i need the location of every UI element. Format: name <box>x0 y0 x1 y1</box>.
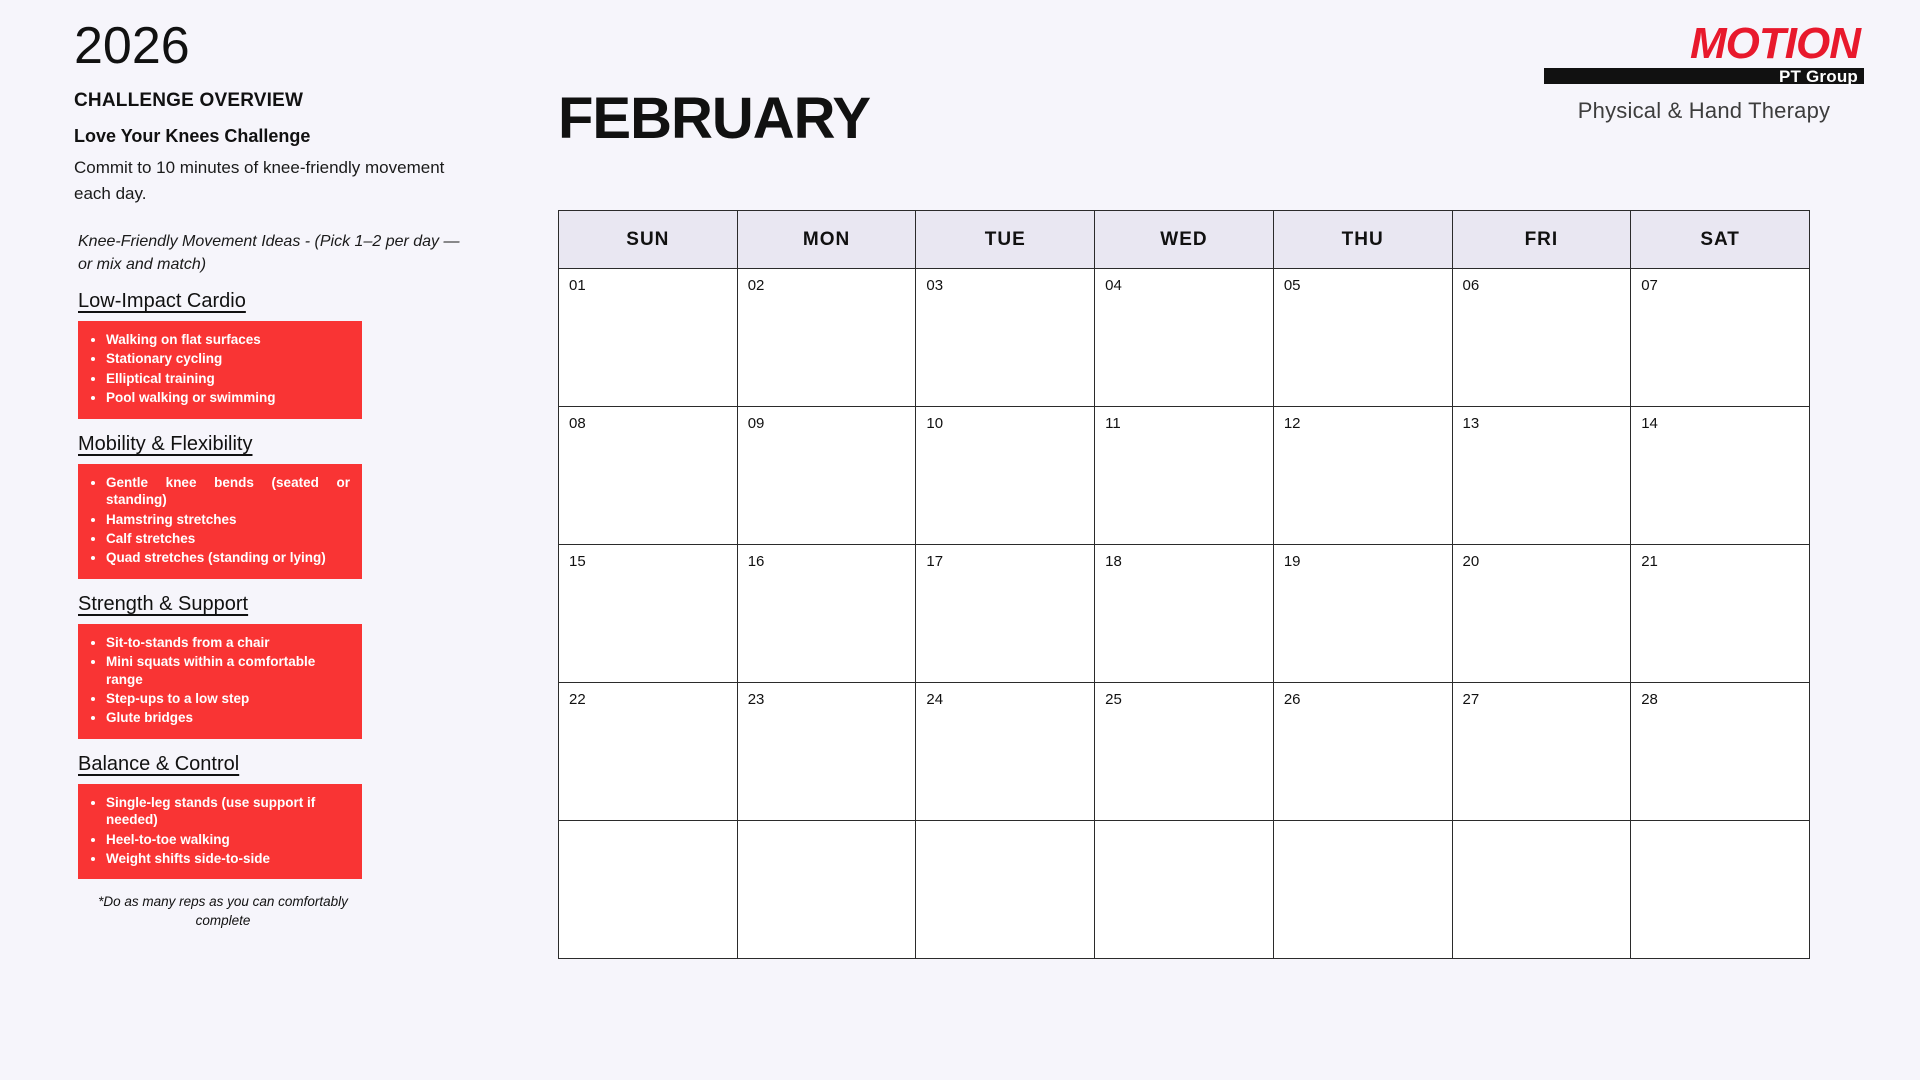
calendar-day-cell[interactable] <box>1095 545 1274 683</box>
calendar-week-row <box>559 545 1810 683</box>
weekday-header-tue: TUE <box>916 211 1095 269</box>
day-number: 12 <box>1283 415 1301 432</box>
day-number: 22 <box>569 691 586 708</box>
challenge-name: Love Your Knees Challenge <box>74 126 311 146</box>
category-balance-control <box>74 753 494 880</box>
day-number: 04 <box>1105 277 1122 294</box>
day-number: 05 <box>1283 277 1301 294</box>
day-number: 23 <box>747 691 765 708</box>
category-heading: Strength & Support <box>78 592 249 615</box>
list-item: • Gentle knee bends (seated or standing) <box>106 474 350 509</box>
day-number: 11 <box>1105 415 1121 432</box>
calendar-day-cell[interactable] <box>1631 683 1810 821</box>
year-label: 2026 <box>74 17 190 75</box>
day-number: 18 <box>1105 553 1122 570</box>
day-number: 19 <box>1283 553 1301 570</box>
category-items-box <box>78 624 362 739</box>
logo-brand-text: MOTION <box>1690 19 1860 68</box>
calendar-week-row <box>559 821 1810 959</box>
calendar-day-cell[interactable] <box>737 683 916 821</box>
list-item: • Single-leg stands (use support if needed) <box>106 794 350 829</box>
calendar-day-cell[interactable] <box>1631 269 1810 407</box>
list-item: • Elliptical training <box>106 370 350 387</box>
calendar-day-cell[interactable] <box>559 269 738 407</box>
calendar-day-cell[interactable] <box>559 821 738 959</box>
day-number: 14 <box>1641 415 1658 432</box>
day-number: 06 <box>1462 277 1480 294</box>
challenge-overview-panel <box>74 17 494 930</box>
calendar-week-row <box>559 407 1810 545</box>
day-number: 24 <box>926 691 944 708</box>
list-item: • Sit-to-stands from a chair <box>106 634 350 651</box>
list-item: • Stationary cycling <box>106 350 350 367</box>
list-item: • Step-ups to a low step <box>106 690 350 707</box>
list-item: • Heel-to-toe walking <box>106 831 350 848</box>
list-item: • Weight shifts side-to-side <box>106 850 350 867</box>
day-number: 13 <box>1462 415 1480 432</box>
logo-sub-text: PT Group <box>1778 66 1858 86</box>
list-item: • Pool walking or swimming <box>106 389 350 406</box>
list-item: • Mini squats within a comfortable range <box>106 653 350 688</box>
weekday-header-fri: FRI <box>1452 211 1631 269</box>
calendar-day-cell[interactable] <box>916 545 1095 683</box>
weekday-header-thu: THU <box>1273 211 1452 269</box>
calendar-week-row <box>559 683 1810 821</box>
day-number: 21 <box>1641 553 1658 570</box>
logo-bar <box>1544 68 1864 84</box>
calendar-day-cell[interactable] <box>1452 821 1631 959</box>
category-heading: Balance & Control <box>78 752 240 775</box>
motion-pt-group-logo <box>1544 19 1864 124</box>
weekday-header-row <box>559 211 1810 269</box>
category-items-box <box>78 464 362 579</box>
weekday-header-sat: SAT <box>1631 211 1810 269</box>
day-number: 07 <box>1641 277 1658 294</box>
calendar-day-cell[interactable] <box>1631 407 1810 545</box>
calendar-week-row <box>559 269 1810 407</box>
calendar-day-cell[interactable] <box>737 269 916 407</box>
day-number: 08 <box>569 415 586 432</box>
calendar-day-cell[interactable] <box>1452 545 1631 683</box>
day-number: 01 <box>569 277 586 294</box>
calendar-day-cell[interactable] <box>1273 269 1452 407</box>
calendar-day-cell[interactable] <box>559 545 738 683</box>
calendar-day-cell[interactable] <box>1273 821 1452 959</box>
logo-tagline: Physical & Hand Therapy <box>1577 98 1831 123</box>
day-number: 09 <box>747 415 765 432</box>
calendar-day-cell[interactable] <box>1273 683 1452 821</box>
month-title: FEBRUARY <box>558 86 871 151</box>
day-number: 15 <box>569 553 586 570</box>
movement-ideas-note: Knee-Friendly Movement Ideas - (Pick 1–2 per day — or mix and match) <box>78 232 460 273</box>
calendar-day-cell[interactable] <box>1095 407 1274 545</box>
list-item: • Hamstring stretches <box>106 511 350 528</box>
day-number: 25 <box>1105 691 1122 708</box>
calendar-day-cell[interactable] <box>1452 407 1631 545</box>
calendar-day-cell[interactable] <box>1095 821 1274 959</box>
category-heading: Mobility & Flexibility <box>78 432 253 455</box>
calendar-day-cell[interactable] <box>737 545 916 683</box>
list-item: • Glute bridges <box>106 709 350 726</box>
calendar-day-cell[interactable] <box>1095 269 1274 407</box>
calendar-day-cell[interactable] <box>559 683 738 821</box>
calendar-day-cell[interactable] <box>916 269 1095 407</box>
weekday-header-sun: SUN <box>559 211 738 269</box>
day-number: 10 <box>926 415 944 432</box>
challenge-description: Commit to 10 minutes of knee-friendly movement each day. <box>74 158 445 204</box>
calendar-day-cell[interactable] <box>737 821 916 959</box>
calendar-day-cell[interactable] <box>1095 683 1274 821</box>
calendar-day-cell[interactable] <box>916 407 1095 545</box>
overview-title: CHALLENGE OVERVIEW <box>74 90 304 111</box>
day-number: 17 <box>926 553 944 570</box>
calendar-day-cell[interactable] <box>1631 821 1810 959</box>
calendar-grid <box>558 210 1810 959</box>
weekday-header-mon: MON <box>737 211 916 269</box>
weekday-header-wed: WED <box>1095 211 1274 269</box>
calendar-day-cell[interactable] <box>916 683 1095 821</box>
category-strength-support <box>74 593 494 739</box>
footnote: *Do as many reps as you can comfortably complete <box>98 894 348 928</box>
list-item: • Quad stretches (standing or lying) <box>106 549 350 566</box>
day-number: 28 <box>1641 691 1658 708</box>
category-low-impact-cardio <box>74 290 494 419</box>
list-item: • Calf stretches <box>106 530 350 547</box>
day-number: 20 <box>1462 553 1480 570</box>
calendar-day-cell[interactable] <box>1452 269 1631 407</box>
day-number: 26 <box>1283 691 1301 708</box>
calendar-day-cell[interactable] <box>737 407 916 545</box>
day-number: 03 <box>926 277 944 294</box>
calendar-day-cell[interactable] <box>559 407 738 545</box>
category-heading: Low-Impact Cardio <box>78 290 246 313</box>
category-items-box <box>78 784 362 880</box>
day-number: 27 <box>1462 691 1480 708</box>
day-number: 02 <box>747 277 765 294</box>
calendar-day-cell[interactable] <box>1273 545 1452 683</box>
category-items-box <box>78 321 362 419</box>
calendar-day-cell[interactable] <box>916 821 1095 959</box>
calendar-day-cell[interactable] <box>1631 545 1810 683</box>
day-number: 16 <box>747 553 765 570</box>
calendar-day-cell[interactable] <box>1452 683 1631 821</box>
category-mobility-flexibility <box>74 433 494 579</box>
list-item: • Walking on flat surfaces <box>106 331 350 348</box>
calendar-day-cell[interactable] <box>1273 407 1452 545</box>
